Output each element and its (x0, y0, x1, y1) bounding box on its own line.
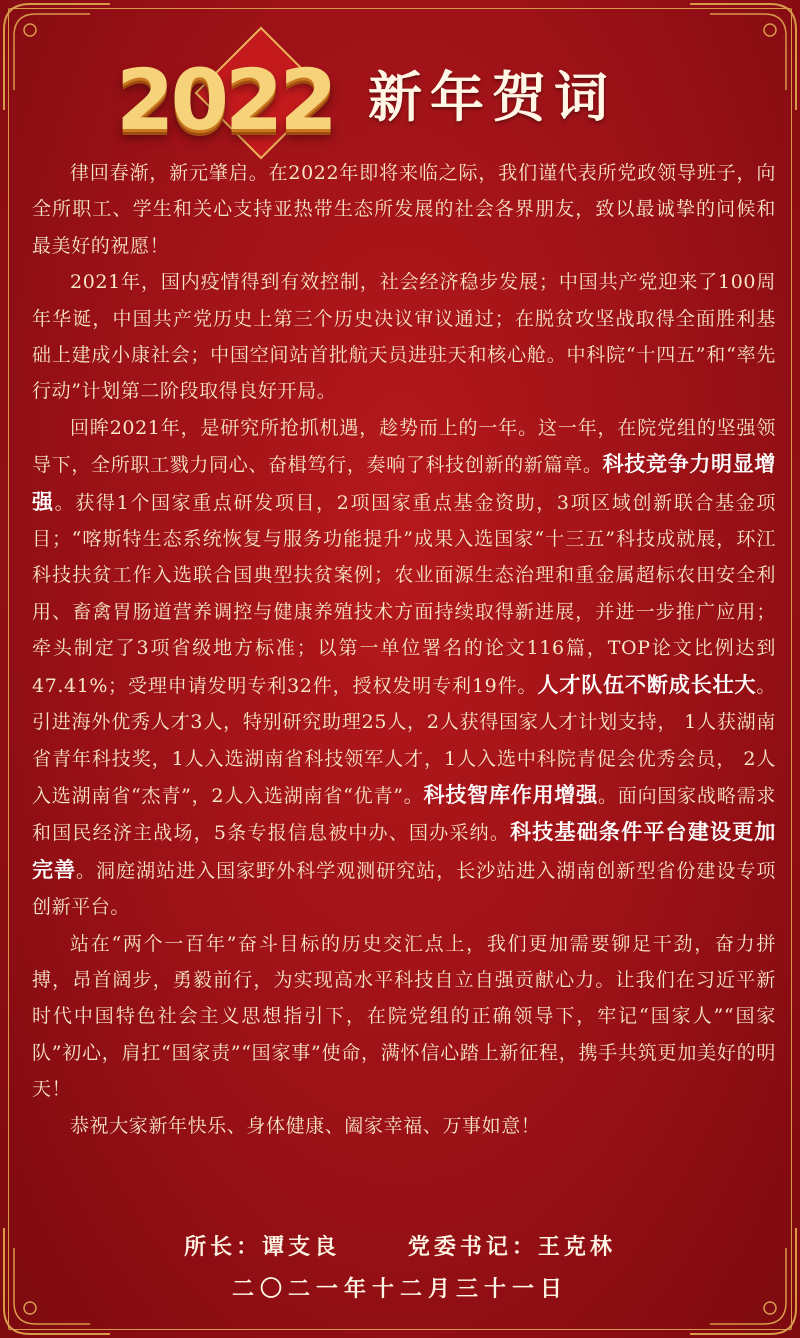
signature-date: 二〇二一年十二月三十一日 (231, 1276, 568, 1302)
director-signature: 所长：谭支良 (184, 1234, 341, 1260)
paragraph-3-text: 。引进海外优秀人才3人，特别研究助理25人，2人获得国家人才计划支持， 1人获湖南省青年科技奖，1人入选湖南省科技领军人才，1人入选中科院青促会优秀会员， 2人入选湖南省“杰青”，2人入选湖南省“优青”。 (32, 674, 777, 807)
signature-line (0, 1230, 800, 1261)
year-logo: 2022 (116, 51, 334, 149)
ornamental-corner-icon (0, 0, 120, 120)
paragraph-3-text: 回眸2021年，是研究所抢抓机遇，趁势而上的一年。这一年，在院党组的坚强领导下，全所职工戮力同心、奋楫笃行，奏响了科技创新的新篇章。 (32, 416, 776, 477)
paragraph-1: 律回春渐，新元肇启。在2022年即将来临之际，我们谨代表所党政领导班子，向全所职工、学生和关心支持亚热带生态所发展的社会各界朋友，致以最诚挚的问候和最美好的祝愿！ (32, 162, 776, 257)
page-title: 新年贺词 (368, 65, 616, 129)
highlight-talent-team: 人才队伍不断成长壮大 (537, 671, 757, 697)
secretary-signature: 党委书记：王克林 (407, 1234, 616, 1260)
paragraph-2: 2021年，国内疫情得到有效控制，社会经济稳步发展；中国共产党迎来了100周年华诞，中国共产党历史上第三个历史决议审议通过；在脱贫攻坚战取得全面胜利基础上建成小康社会；中国空间站首批航天员进驻天和核心舱。中科院“十四五”和“率先行动”计划第二阶段取得良好开局。 (32, 271, 776, 403)
paragraph-4: 站在“两个一百年”奋斗目标的历史交汇点上，我们更加需要铆足干劲，奋力拼搏，昂首阔步，勇毅前行，为实现高水平科技自立自强贡献心力。让我们在习近平新时代中国特色社会主义思想指引下，在院党组的正确领导下，牢记“国家人”“国家队”初心，肩扛“国家责”“国家事”使命，满怀信心踏上新征程，携手共筑更加美好的明天！ (32, 932, 776, 1101)
greeting-body (32, 155, 776, 1144)
paragraph-3-text: 。面向国家战略需求和国民经济主战场，5条专报信息被中办、国办采纳。 (32, 784, 776, 845)
paragraph-3-text: 。洞庭湖站进入国家野外科学观测研究站，长沙站进入湖南创新型省份建设专项创新平台。 (32, 859, 776, 919)
highlight-think-tank: 科技智库作用增强 (423, 781, 598, 807)
paragraph-3-text: 。获得1个国家重点研发项目，2项国家重点基金资助，3项区域创新联合基金项目；“喀斯特生态系统恢复与服务功能提升”成果入选国家“十三五”科技成就展，环江科技扶贫工作入选联合国典型扶贫案例；农业面源生态治理和重金属超标农田安全利用、畜禽胃肠道营养调控与健康养殖技术方面持续取得新进展，并进一步推广应用；牵头制定了3项省级地方标准；以第一单位署名的论文116篇，TOP论文比例达到47.41%；受理申请发明专利32件，授权发明专利19件。 (32, 491, 776, 697)
header (108, 42, 708, 150)
highlight-tech-competitiveness: 科技竞争力明显增强 (32, 451, 776, 514)
paragraph-5: 恭祝大家新年快乐、身体健康、阖家幸福、万事如意！ (70, 1114, 541, 1137)
paragraph-3 (32, 410, 776, 926)
highlight-platform: 科技基础条件平台建设更加完善 (32, 819, 776, 882)
